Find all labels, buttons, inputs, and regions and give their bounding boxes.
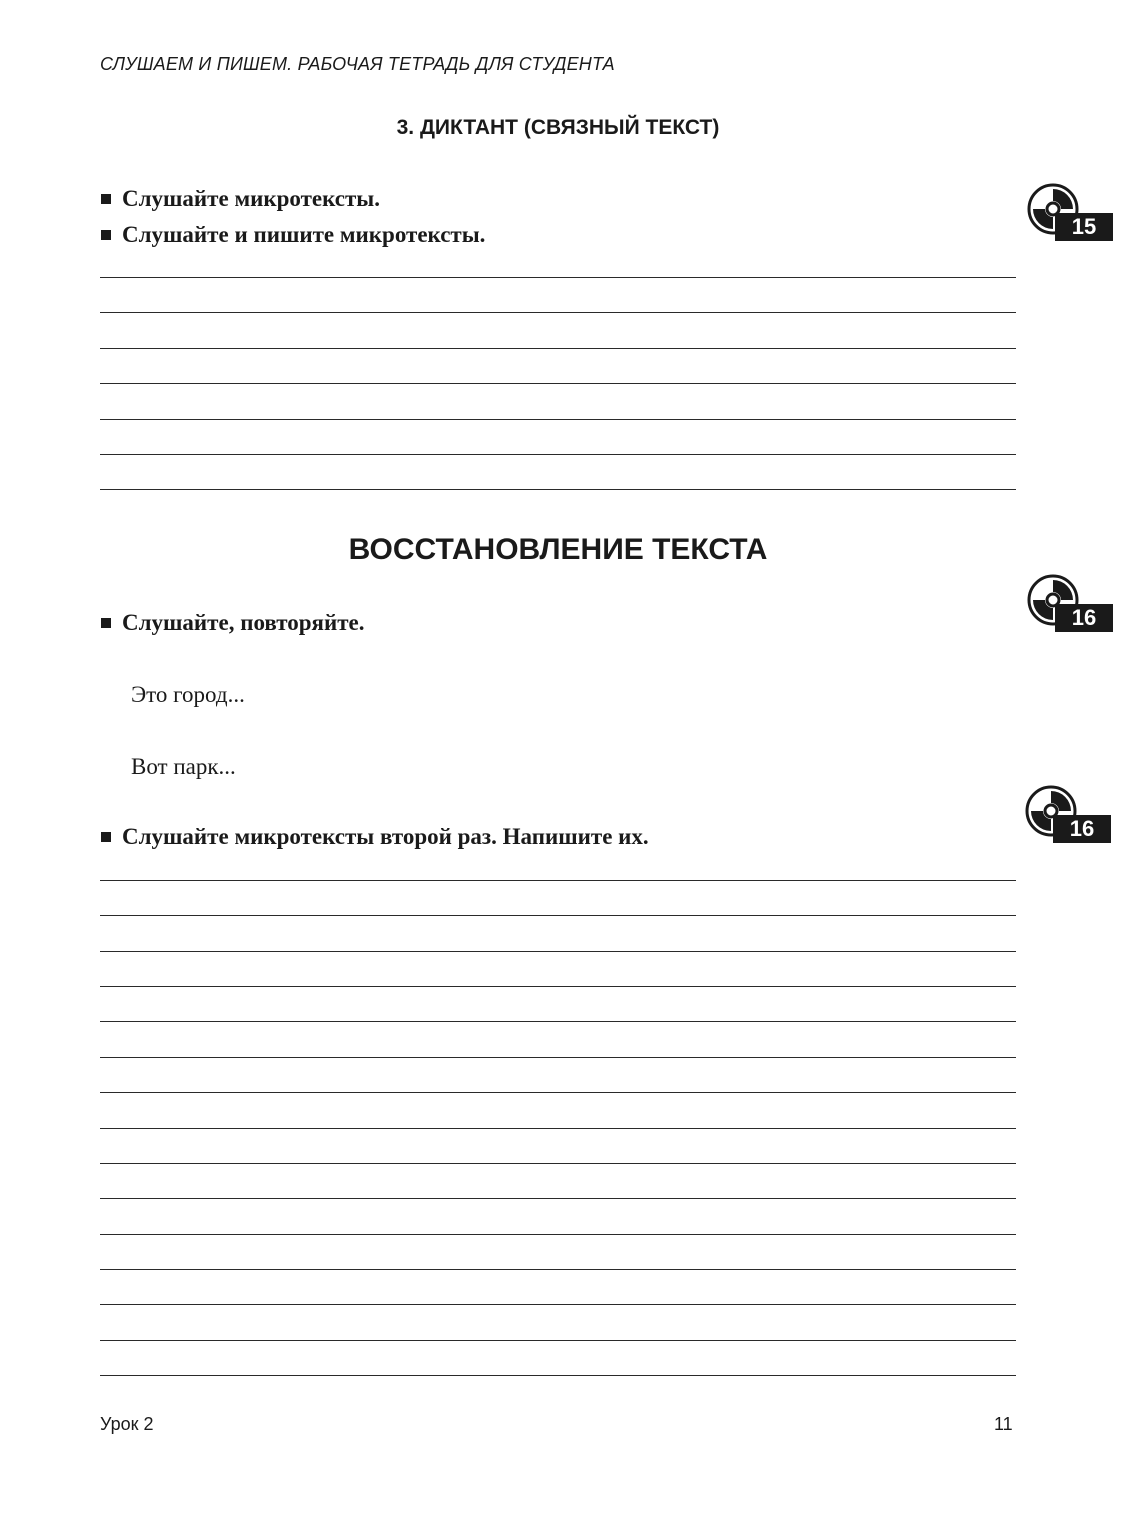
track-number: 16: [1055, 604, 1113, 632]
task-label: Слушайте, повторяйте.: [122, 610, 365, 635]
track-number: 16: [1053, 815, 1111, 843]
writing-line[interactable]: [100, 1340, 1016, 1341]
writing-line[interactable]: [100, 1198, 1016, 1199]
writing-line[interactable]: [100, 1163, 1016, 1164]
writing-line[interactable]: [100, 277, 1016, 278]
track-number: 15: [1055, 213, 1113, 241]
writing-line[interactable]: [100, 1092, 1016, 1093]
bullet-square-icon: [101, 832, 111, 842]
task-listen-microtexts: [101, 186, 380, 212]
writing-line[interactable]: [100, 348, 1016, 349]
running-head: СЛУШАЕМ И ПИШЕМ. РАБОЧАЯ ТЕТРАДЬ ДЛЯ СТУДЕНТА: [100, 54, 615, 74]
task-listen-second-time: [101, 824, 649, 850]
footer-lesson: Урок 2: [100, 1414, 154, 1434]
page-number: 11: [994, 1414, 1013, 1434]
bullet-square-icon: [101, 230, 111, 240]
bullet-square-icon: [101, 194, 111, 204]
writing-line[interactable]: [100, 915, 1016, 916]
writing-line[interactable]: [100, 312, 1016, 313]
section-title-dictation: 3. ДИКТАНТ (СВЯЗНЫЙ ТЕКСТ): [396, 116, 720, 139]
bullet-square-icon: [101, 618, 111, 628]
audio-track-badge[interactable]: [1027, 183, 1117, 245]
task-label: Слушайте и пишите микротексты.: [122, 222, 486, 247]
audio-track-badge[interactable]: [1025, 785, 1115, 847]
task-label: Слушайте микротексты второй раз. Напишите их.: [122, 824, 649, 849]
audio-track-badge[interactable]: [1027, 574, 1117, 636]
writing-line[interactable]: [100, 1304, 1016, 1305]
writing-line[interactable]: [100, 1128, 1016, 1129]
task-listen-and-write: [101, 222, 485, 248]
task-label: Слушайте микротексты.: [122, 186, 380, 211]
writing-line[interactable]: [100, 489, 1016, 490]
writing-line[interactable]: [100, 986, 1016, 987]
writing-line[interactable]: [100, 880, 1016, 881]
section-title-text-restoration: ВОССТАНОВЛЕНИЕ ТЕКСТА: [348, 533, 768, 566]
sample-line: Вот парк...: [131, 754, 236, 779]
writing-line[interactable]: [100, 419, 1016, 420]
writing-line[interactable]: [100, 1021, 1016, 1022]
writing-line[interactable]: [100, 383, 1016, 384]
writing-line[interactable]: [100, 951, 1016, 952]
writing-line[interactable]: [100, 1375, 1016, 1376]
writing-line[interactable]: [100, 1234, 1016, 1235]
writing-line[interactable]: [100, 454, 1016, 455]
writing-line[interactable]: [100, 1057, 1016, 1058]
task-listen-repeat: [101, 610, 364, 636]
sample-line: Это город...: [131, 682, 245, 707]
writing-line[interactable]: [100, 1269, 1016, 1270]
